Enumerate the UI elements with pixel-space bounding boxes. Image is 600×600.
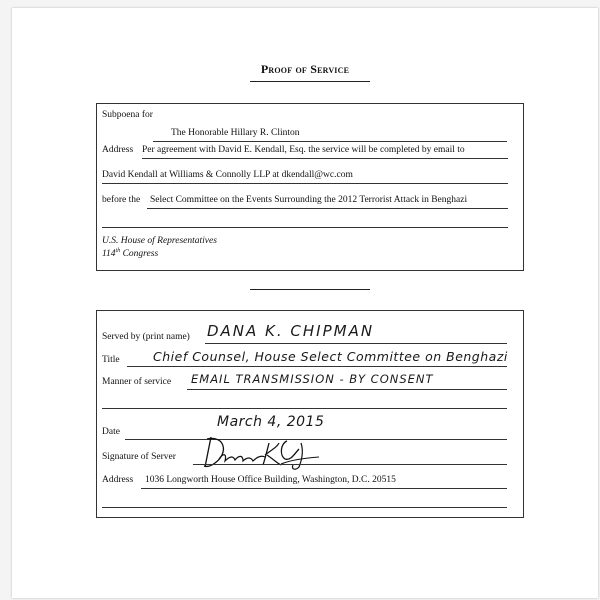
- congress-number: 114: [102, 249, 116, 260]
- section-divider: [250, 289, 370, 290]
- before-value: Select Committee on the Events Surrounding the 2012 Terrorist Attack in Benghazi: [150, 195, 468, 205]
- congress-word: Congress: [122, 249, 159, 260]
- served-by-value: DANA K. CHIPMAN: [207, 322, 375, 340]
- served-address-rule: [141, 488, 507, 489]
- address-line-2-rule: [102, 183, 508, 184]
- title-underline: [250, 81, 370, 82]
- title-rule: [127, 366, 507, 367]
- house-line: U.S. House of Representatives: [102, 236, 217, 246]
- congress-suffix: th: [115, 248, 121, 254]
- manner-label: Manner of service: [102, 377, 172, 387]
- served-address-label: Address: [102, 475, 134, 485]
- document-page: [12, 8, 598, 598]
- congress-line: [102, 248, 158, 259]
- signature-image: [195, 433, 335, 473]
- address-label: Address: [102, 145, 134, 155]
- served-box: [96, 310, 524, 518]
- signature-rule: [193, 464, 507, 465]
- served-address-value: 1036 Longworth House Office Building, Washington, D.C. 20515: [145, 475, 396, 485]
- blank-rule: [102, 227, 508, 228]
- manner-rule: [187, 389, 507, 390]
- signature-svg: [195, 433, 335, 473]
- title-label: Title: [102, 355, 120, 365]
- served-by-rule: [205, 343, 507, 344]
- address-line-1-rule: [142, 158, 508, 159]
- blank-rule-3: [102, 507, 507, 508]
- subpoena-name: The Honorable Hillary R. Clinton: [171, 128, 300, 138]
- address-line-1: Per agreement with David E. Kendall, Esq. the service will be completed by email to: [142, 145, 465, 155]
- served-by-label: Served by (print name): [102, 332, 190, 342]
- address-line-2: David Kendall at Williams & Connolly LLP at dkendall@wc.com: [102, 170, 353, 180]
- page-title: Proof of Service: [260, 62, 350, 76]
- subpoena-for-label: Subpoena for: [102, 110, 153, 120]
- date-value: March 4, 2015: [217, 414, 325, 430]
- blank-rule-2: [102, 408, 507, 409]
- date-label: Date: [102, 427, 120, 437]
- manner-value: EMAIL TRANSMISSION - BY CONSENT: [191, 372, 434, 386]
- before-value-rule: [147, 208, 508, 209]
- signature-label: Signature of Server: [102, 452, 176, 462]
- before-label: before the: [102, 195, 141, 205]
- subpoena-name-line: [153, 141, 507, 142]
- title-value: Chief Counsel, House Select Committee on Benghazi: [153, 349, 508, 364]
- subpoena-box: [96, 103, 524, 271]
